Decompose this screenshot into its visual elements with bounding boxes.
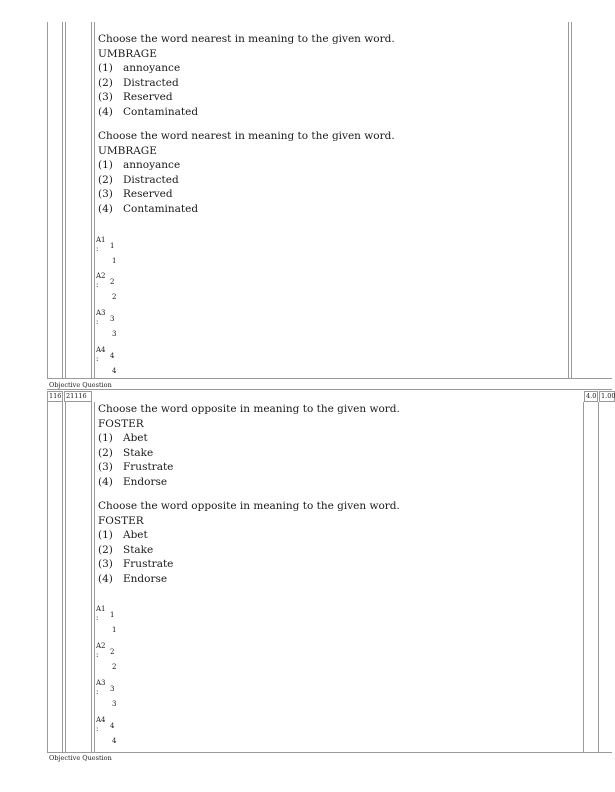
option (98, 173, 395, 188)
answer-colon: : (96, 688, 99, 696)
grid-line (47, 378, 612, 379)
question-block (98, 402, 400, 490)
answer-colon: : (96, 725, 99, 733)
answer-colon: : (96, 355, 99, 363)
answer-label: A3 (96, 679, 106, 687)
answer-label: A2 (96, 272, 106, 280)
option-text: Frustrate (123, 558, 174, 571)
grid-line (47, 752, 612, 753)
answer-label: A4 (96, 716, 106, 724)
question-marks: 4.0 (586, 392, 597, 400)
option (98, 475, 400, 490)
answer-label: A2 (96, 642, 106, 650)
option-number: (2) (98, 76, 113, 89)
option-text: Stake (123, 543, 154, 556)
option-number: (4) (98, 475, 113, 488)
question-stem: Choose the word opposite in meaning to the given word. (98, 500, 400, 512)
option (98, 528, 400, 543)
answer-value: 3 (112, 330, 117, 338)
option (98, 446, 400, 461)
option (98, 90, 395, 105)
answer-value: 2 (110, 648, 115, 656)
option-text: Endorse (123, 475, 168, 488)
question-id: 21116 (66, 392, 87, 400)
option (98, 557, 400, 572)
option-number: (2) (98, 446, 113, 459)
answer-value: 1 (112, 626, 117, 634)
grid-line (47, 22, 48, 378)
question-word: FOSTER (98, 514, 144, 527)
option (98, 158, 395, 173)
option-text: Reserved (123, 91, 173, 104)
answer-value: 4 (112, 737, 117, 745)
question-word: UMBRAGE (98, 47, 157, 60)
grid-line (583, 402, 584, 752)
answer-value: 2 (110, 278, 115, 286)
grid-line (47, 402, 48, 752)
answer-value: 2 (112, 663, 117, 671)
question-serial: 116 (49, 392, 62, 400)
option-number: (3) (98, 188, 113, 201)
option (98, 105, 395, 120)
answer-value: 2 (112, 293, 117, 301)
grid-line (62, 22, 63, 378)
option-text: annoyance (123, 159, 181, 172)
answer-value: 1 (110, 611, 115, 619)
option-text: Abet (123, 432, 148, 445)
grid-line (47, 389, 612, 390)
question-block (98, 32, 395, 120)
grid-line (62, 402, 63, 752)
option-number: (4) (98, 105, 113, 118)
answer-label: A4 (96, 346, 106, 354)
answer-value: 3 (112, 700, 117, 708)
answer-value: 1 (110, 242, 115, 250)
option-number: (3) (98, 461, 113, 474)
question-word: UMBRAGE (98, 144, 157, 157)
option-text: Contaminated (123, 105, 199, 118)
option-number: (4) (98, 202, 113, 215)
option-number: (1) (98, 159, 113, 172)
option (98, 543, 400, 558)
option-number: (2) (98, 543, 113, 556)
option (98, 76, 395, 91)
grid-line (65, 22, 66, 378)
option-text: Abet (123, 529, 148, 542)
option-number: (2) (98, 173, 113, 186)
grid-line (91, 402, 92, 752)
answer-colon: : (96, 245, 99, 253)
question-stem: Choose the word nearest in meaning to the given word. (98, 33, 395, 45)
answer-colon: : (96, 614, 99, 622)
option-number: (1) (98, 432, 113, 445)
question-stem: Choose the word nearest in meaning to the given word. (98, 130, 395, 142)
grid-line (571, 22, 572, 378)
option-text: Stake (123, 446, 154, 459)
answer-colon: : (96, 318, 99, 326)
question-stem: Choose the word opposite in meaning to the given word. (98, 403, 400, 415)
option-number: (3) (98, 91, 113, 104)
answer-value: 4 (110, 722, 115, 730)
option-text: Endorse (123, 572, 168, 585)
grid-line (65, 402, 66, 752)
option-text: Distracted (123, 173, 179, 186)
option-number: (4) (98, 572, 113, 585)
option (98, 572, 400, 587)
option-text: Frustrate (123, 461, 174, 474)
section-label: Objective Question (49, 381, 112, 389)
question-block (98, 129, 395, 217)
option (98, 431, 400, 446)
option-text: annoyance (123, 62, 181, 75)
answer-label: A1 (96, 605, 106, 613)
answer-value: 1 (112, 257, 117, 265)
grid-line (598, 402, 599, 752)
grid-line (94, 22, 95, 378)
answer-value: 3 (110, 685, 115, 693)
answer-value: 3 (110, 315, 115, 323)
option-text: Distracted (123, 76, 179, 89)
answer-value: 4 (110, 352, 115, 360)
option (98, 460, 400, 475)
answer-colon: : (96, 281, 99, 289)
grid-line (91, 22, 92, 378)
answer-label: A3 (96, 309, 106, 317)
answer-value: 4 (112, 367, 117, 375)
grid-line (94, 402, 95, 752)
option-number: (1) (98, 529, 113, 542)
option (98, 61, 395, 76)
option-number: (3) (98, 558, 113, 571)
question-block (98, 499, 400, 587)
answer-label: A1 (96, 236, 106, 244)
footer-section-label: Objective Question (49, 754, 112, 762)
option (98, 202, 395, 217)
option-text: Contaminated (123, 202, 199, 215)
answer-colon: : (96, 651, 99, 659)
grid-line (568, 22, 569, 378)
question-word: FOSTER (98, 417, 144, 430)
option-text: Reserved (123, 188, 173, 201)
option (98, 187, 395, 202)
option-number: (1) (98, 62, 113, 75)
question-negative: 1.00 (601, 392, 615, 400)
